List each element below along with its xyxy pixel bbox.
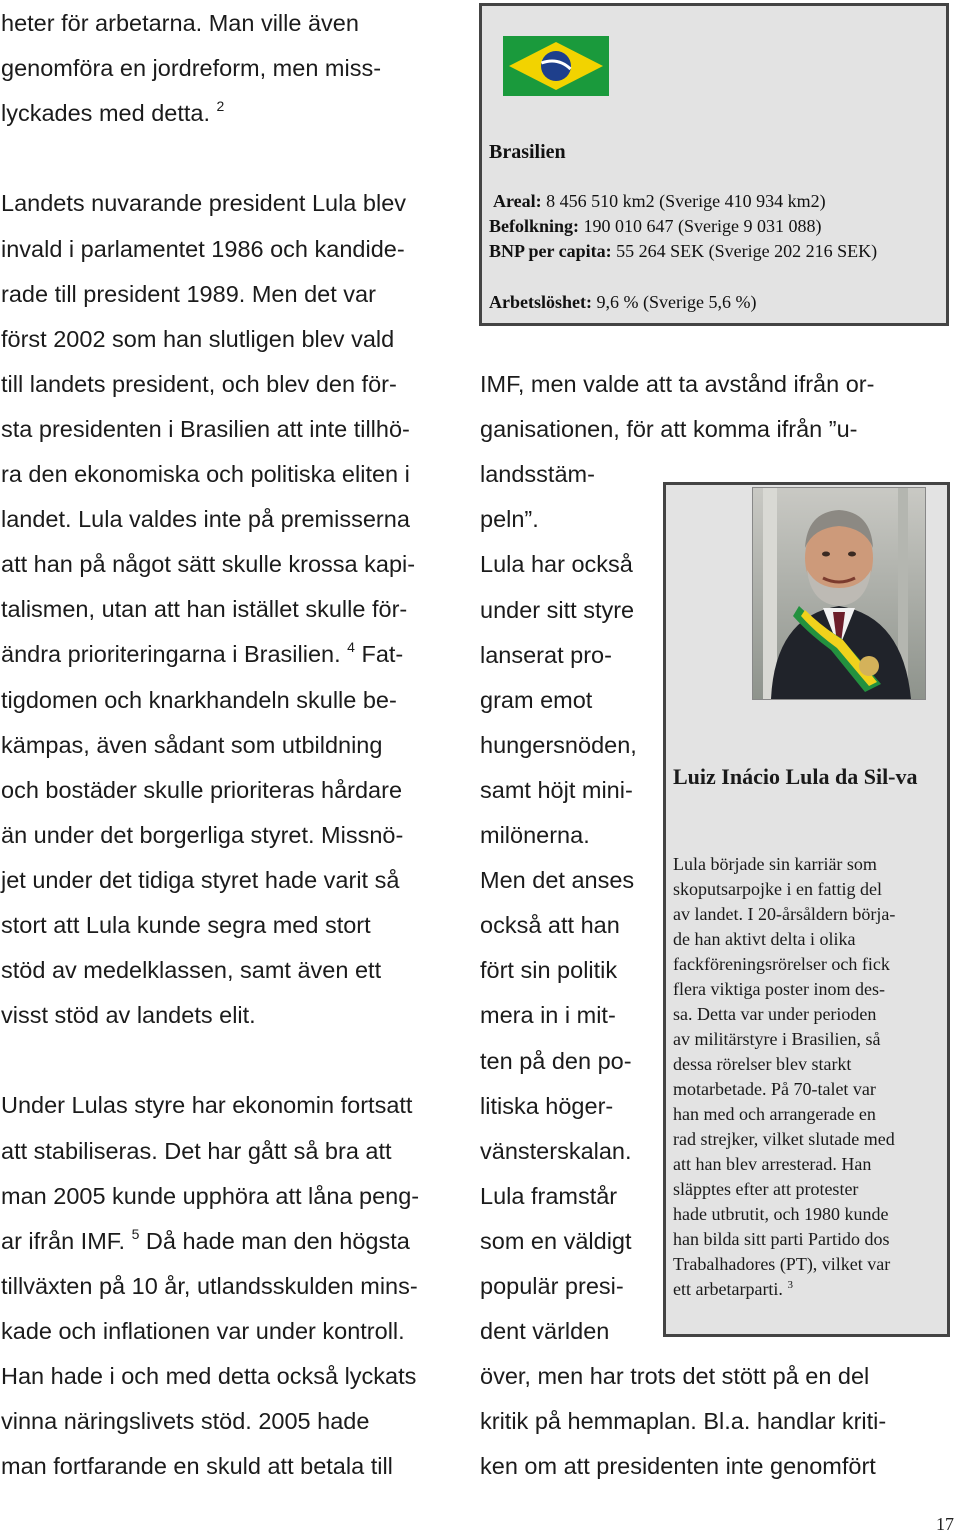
text-line: över, men har trots det stött på en del (480, 1363, 870, 1390)
text-line: invald i parlamentet 1986 och kandide- (1, 235, 405, 262)
footnote-marker: 4 (347, 639, 355, 656)
text-line: kämpas, även sådant som utbildning (1, 731, 383, 758)
text-line: ra den ekonomiska och politiska eliten i (1, 461, 410, 487)
text-line: vänsterskalan. (480, 1137, 632, 1164)
text-line: motarbetade. På 70-talet var (673, 1079, 876, 1099)
text-line: landet. Lula valdes inte på premisserna (1, 506, 410, 533)
text-line: släpptes efter att protester (673, 1179, 859, 1199)
text-line: gram emot (480, 686, 593, 713)
fact-value: 55 264 SEK (Sverige 202 216 SEK) (611, 241, 878, 261)
text-line: lanserat pro- (480, 641, 612, 668)
text-line: och bostäder skulle prioriteras hårdare (1, 776, 403, 803)
text-line: jet under det tidiga styret hade varit så (1, 866, 400, 893)
text-line: Men det anses (480, 867, 635, 894)
text-line: kade och inflationen var under kontroll. (1, 1317, 405, 1344)
fact-value: 9,6 % (Sverige 5,6 %) (591, 292, 757, 312)
bio-title: Luiz Inácio Lula da Sil-va (673, 764, 918, 789)
footnote-marker: 5 (131, 1225, 140, 1242)
text-line: först 2002 som han slutligen blev vald (1, 325, 395, 352)
text-line: han bilda sitt parti Partido dos (673, 1229, 890, 1249)
text-line: av militärstyre i Brasilien, så (673, 1029, 881, 1049)
text-line: flera viktiga poster inom des- (673, 979, 885, 999)
text-line: mera in i mit- (480, 1002, 616, 1029)
text-line: visst stöd av landets elit. (1, 1002, 256, 1029)
text-line: kritik på hemmaplan. Bl.a. handlar kriti- (480, 1408, 887, 1435)
text-line: vinna näringslivets stöd. 2005 hade (1, 1408, 370, 1435)
fact-row (489, 214, 929, 238)
text-line: populär presi- (480, 1273, 624, 1299)
text-line: också att han (480, 912, 620, 939)
text-line: fackföreningsrörelser och fick (673, 954, 890, 974)
text-line: stort att Lula kunde segra med stort (1, 912, 371, 938)
footnote-marker: 3 (787, 1279, 793, 1291)
fact-label: BNP per capita: (489, 241, 612, 261)
fact-label: Befolkning: (489, 216, 580, 236)
fact-row (489, 239, 929, 263)
text-line: dent världen (480, 1318, 610, 1345)
fact-label: Arbetslöshet: (489, 292, 592, 312)
text-line: litiska höger- (480, 1092, 614, 1119)
text-line: Lula framstår (480, 1182, 618, 1209)
text-line: man fortfarande en skuld att betala till (1, 1453, 393, 1480)
text-line: milönerna. (480, 822, 590, 848)
text-line: ten på den po- (480, 1047, 632, 1074)
text-line: under sitt styre (480, 596, 635, 623)
text-line: sta presidenten i Brasilien att inte tillhö- (1, 415, 410, 442)
text-line: heter för arbetarna. Man ville även (1, 10, 359, 36)
text-line: att han på något sätt skulle krossa kapi- (1, 551, 416, 578)
text-line: han med och arrangerade en (673, 1104, 876, 1124)
bio-text (673, 852, 895, 1305)
text-line: hungersnöden, (480, 731, 637, 758)
text-line: man 2005 kunde upphöra att låna peng- (1, 1182, 420, 1209)
text-line: att han blev arresterad. Han (673, 1154, 872, 1174)
text-line: skoputsarpojke i en fattig del (673, 879, 882, 899)
text-line: som en väldigt (480, 1227, 632, 1254)
text-line: Lula började sin karriär som (673, 854, 877, 874)
fact-value: 8 456 510 km2 (Sverige 410 934 km2) (541, 191, 826, 211)
text-line: Lula har också (480, 551, 633, 578)
page-number: 17 (936, 1514, 954, 1534)
president-bio-box (663, 482, 950, 1337)
text-line: ken om att presidenten inte genomfört (480, 1453, 876, 1480)
text-line: stöd av medelklassen, samt även ett (1, 957, 382, 984)
text-line: IMF, men valde att ta avstånd ifrån or- (480, 371, 875, 397)
text-line: till landets president, och blev den för- (1, 370, 397, 397)
text-line: rade till president 1989. Men det var (1, 280, 376, 307)
footnote-marker: 2 (216, 98, 225, 115)
text-line: Trabalhadores (PT), vilket var (673, 1254, 891, 1274)
text-line: av landet. I 20-årsåldern börja- (673, 904, 896, 924)
fact-box-title: Brasilien (489, 141, 566, 163)
text-line: Landets nuvarande president Lula blev (1, 190, 407, 217)
text-line: Han hade i och med detta också lyckats (1, 1363, 417, 1389)
text-line: genomföra en jordreform, men miss- (1, 55, 382, 82)
text-line: landsstäm- (480, 461, 595, 488)
text-line: ändra prioriteringarna i Brasilien. $^4$ Fat- (1, 639, 404, 668)
text-line: ganisationen, för att komma ifrån ”u- (480, 416, 858, 443)
president-portrait (752, 487, 926, 700)
text-line: talismen, utan att han istället skulle för- (1, 596, 408, 623)
fact-row (493, 189, 933, 213)
brazil-flag-icon (503, 36, 609, 96)
text-line: peln”. (480, 506, 539, 533)
fact-label: Areal: (493, 191, 542, 211)
text-line: samt höjt mini- (480, 776, 633, 803)
text-line: lyckades med detta. $^2$ (1, 98, 225, 127)
text-line: tigdomen och knarkhandeln skulle be- (1, 686, 397, 713)
text-line: att stabiliseras. Det har gått så bra att (1, 1137, 392, 1164)
text-line: de han aktivt delta i olika (673, 929, 856, 949)
text-line: fört sin politik (480, 957, 618, 984)
text-line: ett arbetarparti. $^3$ (673, 1279, 793, 1299)
fact-row (489, 290, 929, 314)
text-line: dessa rörelser blev starkt (673, 1054, 852, 1074)
fact-value: 190 010 647 (Sverige 9 031 088) (579, 216, 822, 236)
text-line: än under det borgerliga styret. Missnö- (1, 821, 404, 848)
text-line: tillväxten på 10 år, utlandsskulden mins- (1, 1272, 418, 1299)
text-line: sa. Detta var under perioden (673, 1004, 877, 1024)
text-line: Under Lulas styre har ekonomin fortsatt (1, 1092, 413, 1119)
text-line: ar ifrån IMF. $^5$ Då hade man den högsta (1, 1225, 410, 1254)
text-line: rad strejker, vilket slutade med (673, 1129, 895, 1149)
country-fact-box (479, 3, 949, 326)
text-line: hade utbrutit, och 1980 kunde (673, 1204, 889, 1224)
